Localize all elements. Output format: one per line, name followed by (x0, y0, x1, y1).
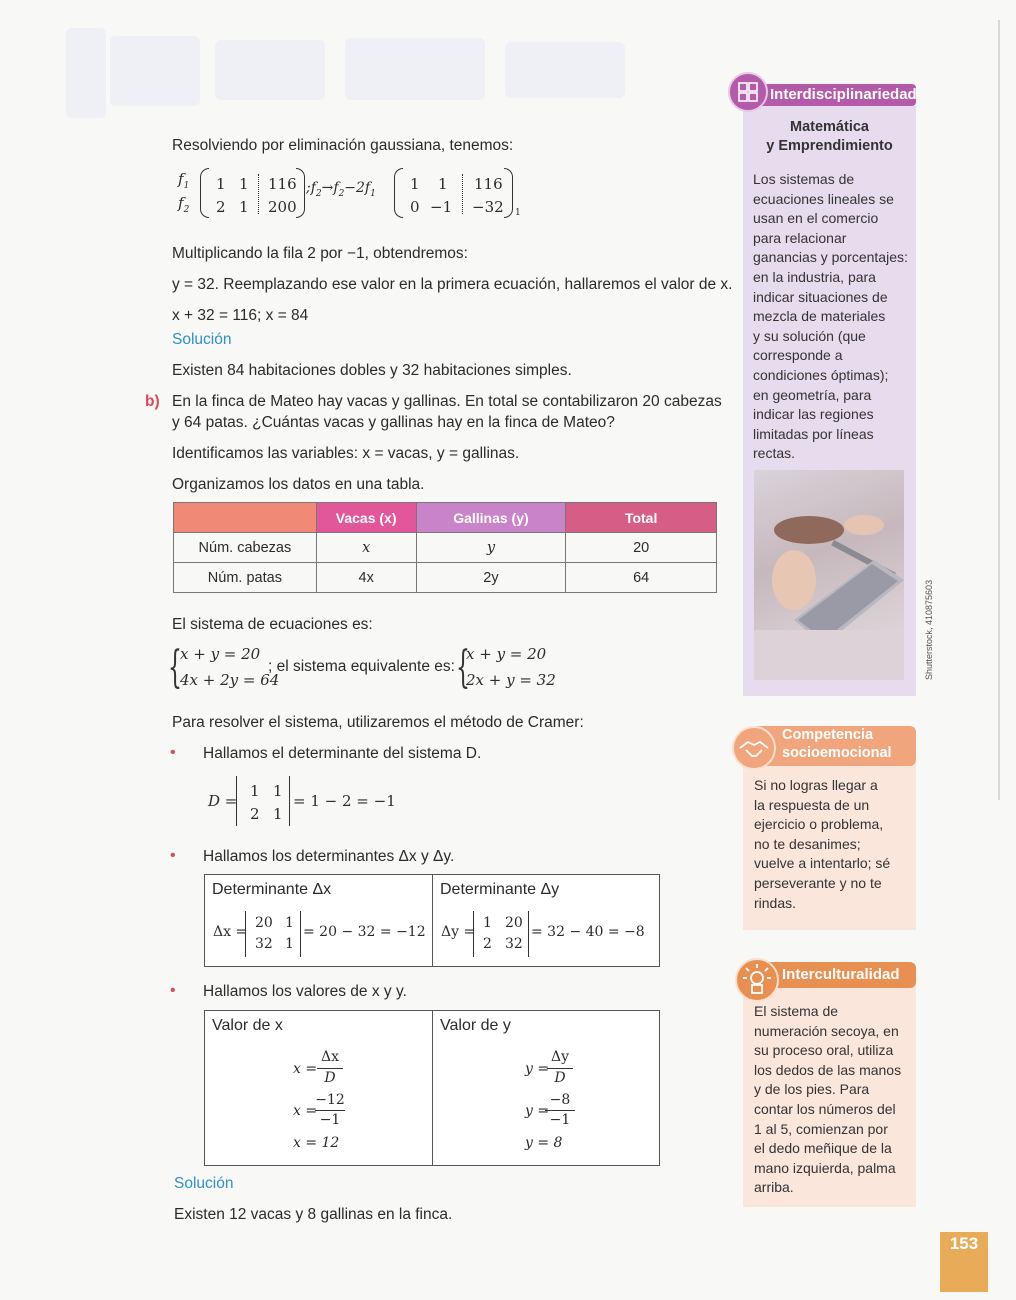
value-result: x = 12 (293, 1135, 340, 1151)
panel-line: y su solución (que (753, 327, 866, 344)
header-blob (215, 40, 325, 100)
bullet-text: Hallamos los valores de x y y. (203, 983, 407, 1000)
value-x-title: Valor de x (212, 1017, 283, 1034)
paragraph: Organizamos los datos en una tabla. (172, 476, 425, 493)
panel-line: numeración secoya, en (754, 1022, 899, 1039)
table-row (174, 533, 717, 563)
det-rhs: = 32 − 40 = −8 (531, 924, 645, 940)
bullet-icon: • (170, 744, 176, 761)
panel-line: Los sistemas de (753, 171, 855, 187)
equation: 4x + 2y = 64 (180, 671, 280, 689)
det-cell: 1 (273, 782, 283, 800)
panel-line: los dedos de las manos (754, 1061, 902, 1078)
business-photo (754, 470, 904, 680)
interdisciplinary-ribbon (756, 84, 916, 106)
matrix-bracket (394, 168, 403, 218)
solution-label: Solución (174, 1175, 234, 1192)
panel-line: ecuaciones lineales se (753, 190, 894, 207)
data-table (173, 502, 717, 593)
paragraph: Multiplicando la fila 2 por −1, obtendremos: (172, 245, 468, 262)
matrix-cell: 116 (268, 175, 297, 193)
det-rhs: = 20 − 32 = −12 (303, 924, 426, 940)
det-cell: 2 (483, 936, 492, 952)
intro-text: Resolviendo por eliminación gaussiana, tenemos: (172, 137, 514, 154)
det-x-cell (205, 875, 432, 966)
panel-line: perseverante y no te (754, 875, 882, 891)
table-cell: Núm. cabezas (174, 533, 317, 563)
table-header: Total (566, 503, 717, 533)
panel-line: la respuesta de un (754, 796, 870, 813)
equation: 2x + y = 32 (466, 671, 556, 689)
bullet-text: Hallamos el determinante del sistema D. (203, 745, 482, 762)
det-cell: 1 (285, 936, 294, 952)
row-label-f1: $f_1$ (178, 170, 190, 191)
puzzle-icon (728, 72, 768, 112)
fraction-bar (545, 1110, 575, 1111)
paragraph: El sistema de ecuaciones es: (172, 616, 373, 633)
panel-title: Matemática (790, 119, 869, 135)
panel-title: y Emprendimiento (766, 138, 893, 154)
det-cell: 1 (273, 805, 283, 823)
panel-line: contar los números del (754, 1101, 896, 1117)
matrix-cell: 2 (216, 198, 226, 216)
matrix-cell: 1 (239, 198, 249, 216)
panel-line: mezcla de materiales (753, 308, 886, 325)
panel-line: Si no logras llegar a (754, 777, 878, 793)
panel-line: rectas. (753, 445, 796, 462)
matrix-subscript: 1 (515, 208, 521, 218)
table-cell: Núm. patas (174, 563, 317, 593)
det-lhs: Δy = (441, 924, 476, 940)
value-lhs: y = (525, 1103, 550, 1119)
panel-line: vuelve a intentarlo; sé (754, 855, 891, 872)
equation: x + 32 = 116; x = 84 (172, 307, 309, 324)
table-header: Gallinas (y) (416, 503, 566, 533)
table-header (174, 503, 317, 533)
interculturalidad-ribbon (756, 962, 916, 988)
problem-text: y 64 patas. ¿Cuántas vacas y gallinas hay en la finca de Mateo? (172, 414, 615, 431)
panel-line: para relacionar (753, 229, 847, 246)
determinant-table (204, 874, 660, 967)
bullet-icon: • (170, 847, 176, 864)
paragraph: Para resolver el sistema, utilizaremos el método de Cramer: (172, 714, 584, 731)
det-cell: 32 (255, 936, 273, 952)
det-cell: 1 (285, 915, 294, 931)
det-cell: 20 (255, 915, 273, 931)
table-header: Vacas (x) (316, 503, 416, 533)
panel-line: ejercicio o problema, (754, 816, 884, 833)
header-blob (110, 36, 200, 106)
panel-line: en la industria, para (753, 269, 876, 285)
matrix-cell: 1 (410, 175, 420, 193)
table-cell: 4x (316, 563, 416, 593)
culture-icon (735, 958, 779, 1002)
det-lhs: Δx = (213, 924, 248, 940)
panel-line: ganancias y porcentajes: (753, 249, 908, 266)
table-cell: y (416, 533, 566, 563)
matrix-bracket (200, 168, 209, 218)
panel-line: no te desanimes; (754, 835, 861, 852)
det-cell: 1 (483, 915, 492, 931)
solution-text: Existen 84 habitaciones dobles y 32 habitaciones simples. (172, 362, 572, 379)
value-y-cell (432, 1011, 659, 1165)
fraction-num: −8 (549, 1092, 571, 1108)
panel-line: condiciones óptimas); (753, 367, 889, 383)
header-blob (66, 28, 106, 118)
matrix-cell: 1 (438, 175, 448, 193)
fraction-bar (317, 1068, 343, 1069)
value-x-cell (205, 1011, 432, 1165)
matrix-cell: 116 (474, 175, 503, 193)
fraction-den: D (554, 1070, 566, 1086)
handshake-icon (732, 726, 776, 770)
ribbon-label: Competencia (782, 727, 874, 743)
panel-line: limitadas por líneas (753, 425, 874, 442)
panel-line: indicar las regiones (753, 406, 874, 423)
augment-bar (258, 174, 259, 214)
ribbon-label: socioemocional (782, 745, 892, 761)
table-cell: x (316, 533, 416, 563)
brace-icon: { (168, 642, 182, 693)
header-blob (345, 38, 485, 100)
panel-line: corresponde a (753, 347, 843, 364)
solution-label: Solución (172, 331, 232, 348)
value-lhs: y = (525, 1061, 550, 1077)
bullet-icon: • (170, 982, 176, 999)
matrix-cell: −32 (472, 198, 504, 216)
det-y-title: Determinante Δy (440, 881, 560, 898)
ribbon-label: Interculturalidad (782, 966, 900, 983)
det-lhs: D = (208, 792, 238, 810)
right-rule (998, 20, 1000, 800)
fraction-bar (547, 1068, 573, 1069)
panel-line: usan en el comercio (753, 210, 879, 227)
equation: x + y = 20 (180, 645, 261, 663)
panel-line: El sistema de (754, 1003, 839, 1019)
table-cell: 64 (566, 563, 717, 593)
det-cell: 20 (505, 915, 523, 931)
panel-line: arriba. (754, 1179, 794, 1196)
panel-line: en geometría, para (753, 386, 872, 403)
matrix-cell: −1 (430, 198, 453, 216)
panel-line: 1 al 5, comienzan por (754, 1120, 888, 1137)
matrix-cell: 1 (216, 175, 226, 193)
row-operation: $;f_2\to f_2-2f_1$ (306, 180, 376, 199)
value-lhs: x = (293, 1103, 318, 1119)
equation: x + y = 20 (466, 645, 547, 663)
page-number: 153 (940, 1232, 988, 1292)
matrix-cell: 1 (239, 175, 249, 193)
bullet-text: Hallamos los determinantes Δx y Δy. (203, 848, 455, 865)
table-row (174, 563, 717, 593)
panel-line: mano izquierda, palma (754, 1159, 896, 1176)
paragraph: ; el sistema equivalente es: (268, 658, 455, 675)
variables-text: Identificamos las variables: x = vacas, y = gallinas. (172, 445, 520, 462)
photo-credit: Shutterstock, 410875603 (924, 579, 934, 680)
matrix-bracket (504, 168, 513, 218)
matrix-bracket (296, 168, 305, 218)
solution-text: Existen 12 vacas y 8 gallinas en la finca. (174, 1206, 453, 1223)
fraction-num: Δx (320, 1049, 339, 1065)
panel-line: el dedo meñique de la (754, 1140, 892, 1157)
competencia-ribbon (756, 726, 916, 766)
fraction-num: −12 (315, 1092, 345, 1108)
fraction-bar (315, 1110, 345, 1111)
det-x-title: Determinante Δx (212, 881, 332, 898)
value-result: y = 8 (525, 1135, 563, 1151)
det-y-cell (432, 875, 659, 966)
fraction-den: D (324, 1070, 336, 1086)
value-lhs: x = (293, 1061, 318, 1077)
matrix-cell: 0 (410, 198, 420, 216)
ribbon-label: Interdisciplinariedad (770, 86, 917, 103)
panel-line: su proceso oral, utiliza (754, 1042, 894, 1059)
det-rhs: = 1 − 2 = −1 (293, 792, 396, 810)
det-cell: 1 (250, 782, 260, 800)
fraction-den: −1 (319, 1112, 341, 1128)
gauss-elimination (172, 166, 532, 226)
brace-icon: { (456, 642, 470, 693)
value-y-title: Valor de y (440, 1017, 511, 1034)
panel-line: indicar situaciones de (753, 288, 888, 305)
det-cell: 32 (505, 936, 523, 952)
problem-text: En la finca de Mateo hay vacas y gallinas. En total se contabilizaron 20 cabezas (172, 393, 722, 410)
fraction-num: Δy (550, 1049, 570, 1065)
item-label-b: b) (145, 393, 160, 410)
fraction-den: −1 (549, 1112, 571, 1128)
values-table (204, 1010, 660, 1166)
matrix-cell: 200 (268, 198, 297, 216)
table-cell: 2y (416, 563, 566, 593)
augment-bar (462, 174, 463, 214)
panel-line: y de los pies. Para (754, 1081, 870, 1098)
panel-line: rindas. (754, 894, 797, 911)
header-blob (505, 42, 625, 98)
paragraph: y = 32. Reemplazando ese valor en la primera ecuación, hallaremos el valor de x. (172, 276, 733, 293)
row-label-f2: $f_2$ (178, 194, 190, 215)
det-cell: 2 (250, 805, 260, 823)
table-cell: 20 (566, 533, 717, 563)
